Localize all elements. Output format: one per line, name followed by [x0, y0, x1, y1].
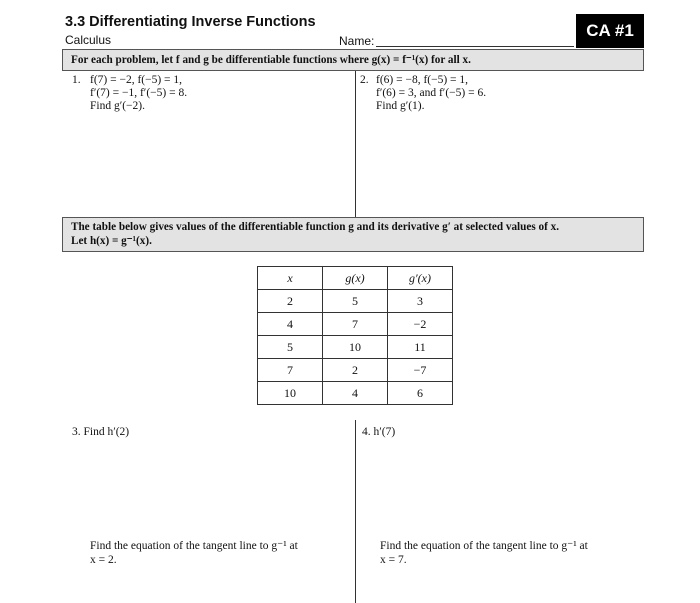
name-label: Name: — [339, 34, 375, 48]
problem-3-tangent-line1: Find the equation of the tangent line to g⁻¹ at — [90, 540, 298, 552]
subject-label: Calculus — [65, 33, 112, 47]
table-cell: 11 — [388, 336, 453, 359]
section2-instruction-line2: Let h(x) = g⁻¹(x). — [71, 235, 152, 247]
problem-1-number: 1. — [72, 74, 81, 86]
table-row — [258, 290, 453, 313]
problem-2-line3: Find g′(1). — [376, 100, 425, 112]
assignment-badge: CA #1 — [576, 14, 644, 48]
table-cell: −7 — [388, 359, 453, 382]
table-header-x: x — [258, 267, 323, 290]
table-cell: 7 — [323, 313, 388, 336]
problem-2-number: 2. — [360, 74, 369, 86]
table-header-gprime: g′(x) — [388, 267, 453, 290]
table-cell: 4 — [258, 313, 323, 336]
problem-1-line3: Find g′(−2). — [90, 100, 146, 112]
problem-1 — [72, 74, 187, 113]
table-row — [258, 313, 453, 336]
problem-3-tangent — [90, 539, 298, 567]
table-row — [258, 359, 453, 382]
table-cell: 4 — [323, 382, 388, 405]
section2-instruction-box — [62, 217, 644, 252]
problem-4-tangent-line2: x = 7. — [380, 554, 407, 566]
problem-4-tangent-line1: Find the equation of the tangent line to g⁻¹ at — [380, 540, 588, 552]
table-cell: 10 — [258, 382, 323, 405]
table-header-g: g(x) — [323, 267, 388, 290]
problem-2-line2: f′(6) = 3, and f′(−5) = 6. — [376, 87, 487, 99]
problem-divider-top — [355, 71, 356, 217]
problem-3-tangent-line2: x = 2. — [90, 554, 117, 566]
name-blank-line — [376, 46, 574, 47]
table-cell: 3 — [388, 290, 453, 313]
section1-instruction: For each problem, let f and g be differentiable functions where g(x) = f⁻¹(x) for all x. — [71, 54, 471, 66]
problem-1-line2: f′(7) = −1, f′(−5) = 8. — [90, 87, 188, 99]
problem-1-line1: f(7) = −2, f(−5) = 1, — [90, 74, 183, 86]
table-cell: 7 — [258, 359, 323, 382]
table-cell: 10 — [323, 336, 388, 359]
problem-4-tangent — [380, 539, 588, 567]
table-cell: 5 — [323, 290, 388, 313]
section2-instruction-line1: The table below gives values of the differentiable function g and its derivative g′ at selected values of x. — [71, 221, 560, 233]
problem-4-label: 4. h′(7) — [362, 426, 396, 438]
table-row — [258, 382, 453, 405]
table-cell: 6 — [388, 382, 453, 405]
table-cell: 2 — [323, 359, 388, 382]
table-row — [258, 336, 453, 359]
problem-2-line1: f(6) = −8, f(−5) = 1, — [376, 74, 469, 86]
worksheet-title: 3.3 Differentiating Inverse Functions — [65, 14, 316, 30]
section1-instruction-box — [62, 49, 644, 71]
table-cell: −2 — [388, 313, 453, 336]
values-table — [257, 266, 453, 405]
problem-2 — [360, 74, 486, 113]
problem-3-label: 3. Find h′(2) — [72, 426, 130, 438]
table-header-row — [258, 267, 453, 290]
problem-divider-bottom — [355, 420, 356, 603]
table-cell: 2 — [258, 290, 323, 313]
table-cell: 5 — [258, 336, 323, 359]
